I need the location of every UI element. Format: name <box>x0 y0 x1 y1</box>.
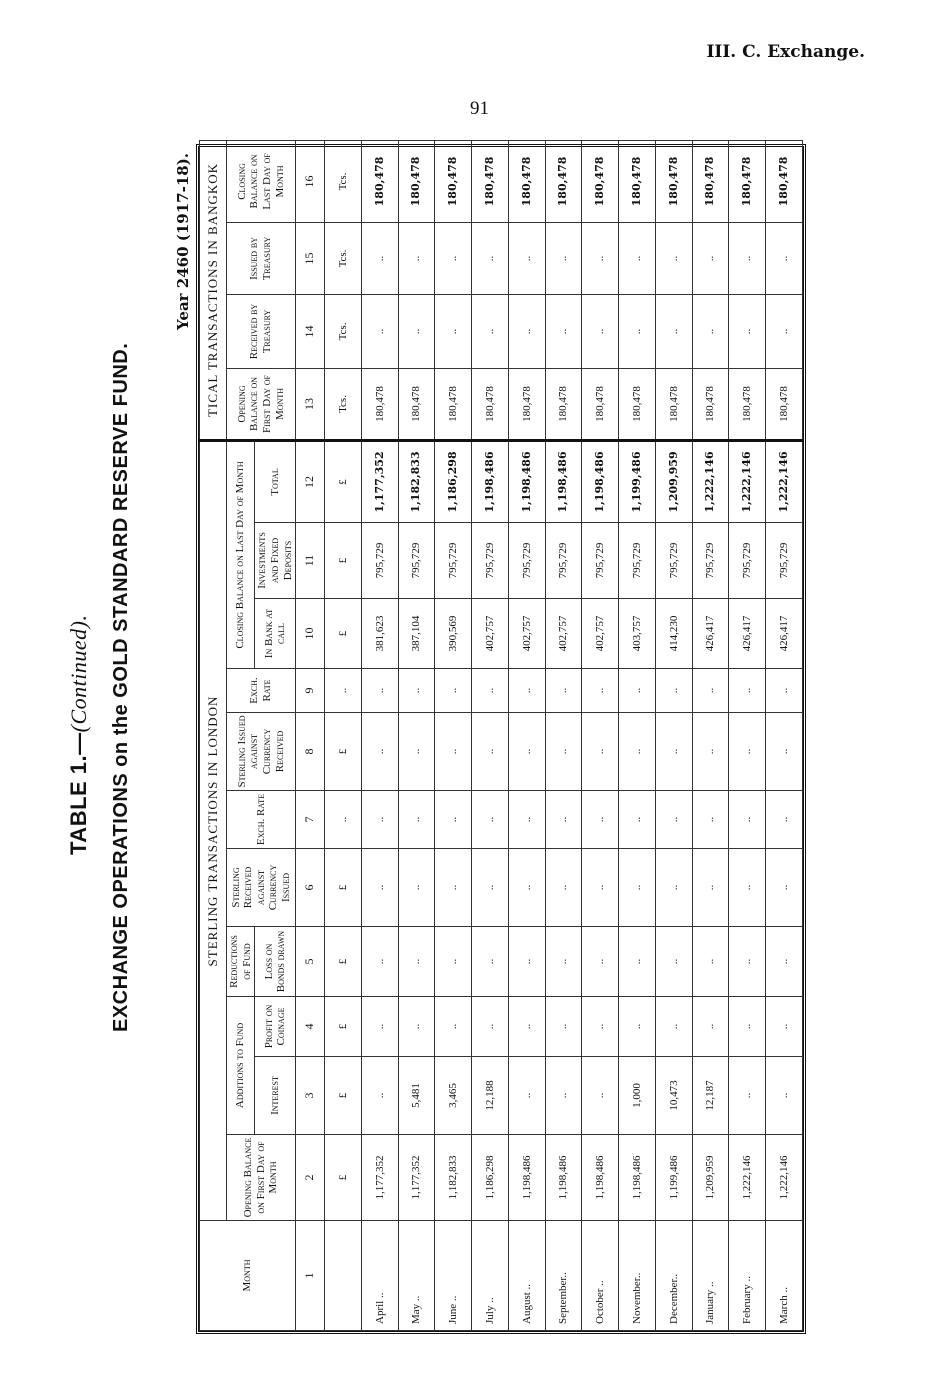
column-number: 1 <box>296 1221 325 1331</box>
header-total: Total <box>255 440 296 522</box>
header-interest: Interest <box>255 1057 296 1135</box>
table-cell: 1,199,486 <box>655 1135 692 1221</box>
table-cell: 1,209,959 <box>655 440 692 522</box>
table-cell: .. <box>435 669 472 713</box>
table-row <box>655 140 692 1330</box>
table-cell: 180,478 <box>508 140 545 222</box>
table-cell: .. <box>619 222 656 294</box>
table-cell: 180,478 <box>398 140 435 222</box>
table-cell: .. <box>729 791 766 849</box>
table-cell: .. <box>398 713 435 791</box>
table-cell: 180,478 <box>582 368 619 440</box>
column-number: 8 <box>296 713 325 791</box>
table-cell: .. <box>729 1057 766 1135</box>
table-cell: 180,478 <box>361 140 398 222</box>
table-cell: .. <box>545 669 582 713</box>
table-cell: .. <box>545 1057 582 1135</box>
table-cell: 12,187 <box>692 1057 729 1135</box>
table-cell: .. <box>472 849 509 927</box>
table-cell: .. <box>545 849 582 927</box>
table-cell: .. <box>398 222 435 294</box>
table-cell: .. <box>472 713 509 791</box>
group-tical-header: TICAL TRANSACTIONS IN BANGKOK <box>200 140 227 440</box>
table-cell: .. <box>361 791 398 849</box>
month-cell: January .. <box>692 1221 729 1331</box>
table-cell: 414,230 <box>655 599 692 669</box>
unit-cell: £ <box>325 927 362 997</box>
unit-cell: Tcs. <box>325 368 362 440</box>
year-label: Year 2460 (1917-18). <box>174 152 192 330</box>
table-cell: .. <box>692 713 729 791</box>
unit-cell: £ <box>325 440 362 522</box>
header-reductions: Reductions of Fund <box>227 927 255 997</box>
table-cell: 1,182,833 <box>435 1135 472 1221</box>
table-cell: .. <box>361 669 398 713</box>
table-row <box>766 140 803 1330</box>
table-cell: .. <box>398 791 435 849</box>
table-cell: 795,729 <box>472 523 509 599</box>
month-cell: April .. <box>361 1221 398 1331</box>
table-cell: .. <box>766 294 803 368</box>
header-issued-treasury: Issued by Treasury <box>227 222 296 294</box>
table-cell: .. <box>582 713 619 791</box>
table-cell: 795,729 <box>655 523 692 599</box>
unit-cell <box>325 1221 362 1331</box>
table-cell: 180,478 <box>619 368 656 440</box>
table-cell: 1,198,486 <box>508 1135 545 1221</box>
table-cell: .. <box>472 997 509 1057</box>
column-number: 4 <box>296 997 325 1057</box>
table-cell: 795,729 <box>582 523 619 599</box>
month-cell: November.. <box>619 1221 656 1331</box>
table-row <box>729 140 766 1330</box>
table-cell: .. <box>398 927 435 997</box>
table-cell: .. <box>435 997 472 1057</box>
unit-cell: Tcs. <box>325 140 362 222</box>
table-cell: .. <box>766 1057 803 1135</box>
table-cell: 795,729 <box>508 523 545 599</box>
table-cell: .. <box>545 294 582 368</box>
header-additions: Additions to Fund <box>227 997 255 1135</box>
table-cell: 795,729 <box>361 523 398 599</box>
unit-cell: £ <box>325 1057 362 1135</box>
table-cell: .. <box>508 1057 545 1135</box>
table-cell: .. <box>472 927 509 997</box>
table-cell: 795,729 <box>692 523 729 599</box>
table-cell: .. <box>472 294 509 368</box>
table-cell: .. <box>582 222 619 294</box>
table-cell: 180,478 <box>655 140 692 222</box>
table-cell: 180,478 <box>361 368 398 440</box>
table-cell: 180,478 <box>398 368 435 440</box>
table-cell: 795,729 <box>398 523 435 599</box>
table-title-continued: (Continued). <box>66 614 91 733</box>
table-cell: 402,757 <box>472 599 509 669</box>
table-cell: .. <box>435 791 472 849</box>
header-exch-rate-2: Exch. Rate <box>227 669 296 713</box>
table-cell: .. <box>582 791 619 849</box>
table-cell: 1,198,486 <box>545 1135 582 1221</box>
unit-cell: .. <box>325 791 362 849</box>
table-cell: 1,198,486 <box>582 440 619 522</box>
table-cell: 1,186,298 <box>435 440 472 522</box>
table-cell: 180,478 <box>619 140 656 222</box>
table-cell: .. <box>508 713 545 791</box>
table-cell: .. <box>766 849 803 927</box>
table-cell: .. <box>508 791 545 849</box>
unit-cell: £ <box>325 713 362 791</box>
unit-cell: Tcs. <box>325 222 362 294</box>
group-sterling-header: STERLING TRANSACTIONS IN LONDON <box>200 440 227 1220</box>
table-cell: .. <box>361 222 398 294</box>
table-cell: .. <box>435 849 472 927</box>
table-cell: 1,199,486 <box>619 440 656 522</box>
month-cell: July .. <box>472 1221 509 1331</box>
table-cell: 1,000 <box>619 1057 656 1135</box>
table-cell: .. <box>655 849 692 927</box>
table-cell: 3,465 <box>435 1057 472 1135</box>
table-row <box>545 140 582 1330</box>
header-in-bank: In Bank at call <box>255 599 296 669</box>
table-cell: 426,417 <box>692 599 729 669</box>
header-sterling-issued: Sterling Issued against Currency Received <box>227 713 296 791</box>
table-cell: .. <box>766 713 803 791</box>
table-cell: .. <box>729 222 766 294</box>
table-cell: 180,478 <box>655 368 692 440</box>
table-cell: .. <box>545 222 582 294</box>
table-cell: 1,177,352 <box>361 1135 398 1221</box>
table-cell: .. <box>619 294 656 368</box>
table-cell: .. <box>766 927 803 997</box>
table-cell: .. <box>398 997 435 1057</box>
table-cell: .. <box>508 997 545 1057</box>
table-cell: 1,222,146 <box>692 440 729 522</box>
table-cell: 180,478 <box>692 368 729 440</box>
month-cell: March .. <box>766 1221 803 1331</box>
month-cell: October .. <box>582 1221 619 1331</box>
table-row <box>472 140 509 1330</box>
table-cell: .. <box>361 927 398 997</box>
header-investments: Investments and Fixed Deposits <box>255 523 296 599</box>
column-number: 2 <box>296 1135 325 1221</box>
table-cell: .. <box>545 791 582 849</box>
table-cell: 403,757 <box>619 599 656 669</box>
table-cell: .. <box>582 997 619 1057</box>
table-title <box>66 615 92 855</box>
header-opening-balance: Opening Balance on First Day of Month <box>227 1135 296 1221</box>
table-cell: 180,478 <box>472 140 509 222</box>
column-number: 11 <box>296 523 325 599</box>
column-number: 15 <box>296 222 325 294</box>
table-cell: .. <box>692 927 729 997</box>
table-cell: .. <box>766 997 803 1057</box>
header-loss-bonds: Loss on Bonds drawn <box>255 927 296 997</box>
table-cell: .. <box>582 1057 619 1135</box>
table-row <box>582 140 619 1330</box>
table-cell: .. <box>361 1057 398 1135</box>
table-cell: 12,188 <box>472 1057 509 1135</box>
table-cell: .. <box>472 222 509 294</box>
table-cell: 180,478 <box>472 368 509 440</box>
table-cell: 180,478 <box>508 368 545 440</box>
table-cell: .. <box>692 294 729 368</box>
section-label: III. C. Exchange. <box>706 42 865 62</box>
table-cell: .. <box>361 713 398 791</box>
table-cell: .. <box>361 997 398 1057</box>
unit-cell: Tcs. <box>325 294 362 368</box>
table-cell: .. <box>655 669 692 713</box>
table-cell: .. <box>729 713 766 791</box>
table-cell: 426,417 <box>729 599 766 669</box>
column-number: 12 <box>296 440 325 522</box>
table-cell: .. <box>766 669 803 713</box>
table-cell: .. <box>655 997 692 1057</box>
table-cell: 180,478 <box>766 140 803 222</box>
table-cell: .. <box>619 791 656 849</box>
table-cell: .. <box>582 849 619 927</box>
column-number: 9 <box>296 669 325 713</box>
table-cell: .. <box>729 669 766 713</box>
table-cell: .. <box>692 849 729 927</box>
header-tical-opening: Opening Balance on First Day of Month <box>227 368 296 440</box>
table-cell: 1,222,146 <box>766 1135 803 1221</box>
table-cell: .. <box>729 997 766 1057</box>
table-cell: 10,473 <box>655 1057 692 1135</box>
table-cell: 1,222,146 <box>729 440 766 522</box>
column-number: 16 <box>296 140 325 222</box>
header-closing-balance: Closing Balance on Last Day of Month <box>227 440 255 668</box>
table-cell: 795,729 <box>766 523 803 599</box>
table-cell: .. <box>619 927 656 997</box>
table-cell: 795,729 <box>729 523 766 599</box>
table-cell: .. <box>435 927 472 997</box>
table-cell: 1,209,959 <box>692 1135 729 1221</box>
table-cell: .. <box>472 791 509 849</box>
table-title-main: TABLE 1.— <box>66 732 91 855</box>
table-cell: 795,729 <box>619 523 656 599</box>
table-cell: .. <box>435 294 472 368</box>
table-cell: .. <box>655 222 692 294</box>
table-cell: .. <box>655 791 692 849</box>
unit-cell: .. <box>325 669 362 713</box>
table-row <box>508 140 545 1330</box>
table-cell: 180,478 <box>729 368 766 440</box>
header-sterling-received: Sterling Received against Currency Issued <box>227 849 296 927</box>
column-number: 3 <box>296 1057 325 1135</box>
month-cell: December.. <box>655 1221 692 1331</box>
page-number: 91 <box>470 98 489 119</box>
table-cell: .. <box>655 294 692 368</box>
table-cell: .. <box>619 669 656 713</box>
table-cell: .. <box>472 669 509 713</box>
header-received-treasury: Received by Treasury <box>227 294 296 368</box>
unit-cell: £ <box>325 1135 362 1221</box>
table-cell: .. <box>508 927 545 997</box>
table-cell: .. <box>398 294 435 368</box>
column-number: 13 <box>296 368 325 440</box>
table-cell: .. <box>398 849 435 927</box>
table-cell: 180,478 <box>692 140 729 222</box>
table-cell: .. <box>545 997 582 1057</box>
table-cell: 180,478 <box>545 368 582 440</box>
table-cell: .. <box>655 713 692 791</box>
table-subtitle: EXCHANGE OPERATIONS on the GOLD STANDARD RESERVE FUND. <box>110 342 132 1032</box>
table-row <box>361 140 398 1330</box>
table-cell: 180,478 <box>766 368 803 440</box>
header-tical-closing: Closing Balance on Last Day of Month <box>227 140 296 222</box>
table-cell: 1,177,352 <box>398 1135 435 1221</box>
table-cell: .. <box>582 927 619 997</box>
table-cell: .. <box>692 791 729 849</box>
table-cell: 1,198,486 <box>472 440 509 522</box>
table-cell: .. <box>766 222 803 294</box>
table-cell: .. <box>508 294 545 368</box>
month-cell: August .. <box>508 1221 545 1331</box>
month-cell: February .. <box>729 1221 766 1331</box>
table-cell: .. <box>361 294 398 368</box>
table-cell: .. <box>692 997 729 1057</box>
table-cell: 180,478 <box>435 140 472 222</box>
table-cell: 795,729 <box>545 523 582 599</box>
table-cell: 1,177,352 <box>361 440 398 522</box>
exchange-operations-table <box>196 144 806 1334</box>
table-cell: .. <box>692 669 729 713</box>
table-cell: .. <box>729 294 766 368</box>
table-cell: .. <box>398 669 435 713</box>
table-cell: 1,222,146 <box>766 440 803 522</box>
table-cell: .. <box>508 222 545 294</box>
table-cell: .. <box>619 997 656 1057</box>
table-cell: .. <box>508 849 545 927</box>
table-cell: .. <box>729 927 766 997</box>
table-cell: 402,757 <box>545 599 582 669</box>
table-cell: .. <box>361 849 398 927</box>
month-cell: June .. <box>435 1221 472 1331</box>
table-row <box>398 140 435 1330</box>
table-cell: .. <box>508 669 545 713</box>
table-cell: 402,757 <box>582 599 619 669</box>
table-cell: .. <box>582 669 619 713</box>
column-number-row <box>296 140 325 1330</box>
unit-row <box>325 140 362 1330</box>
table-cell: 402,757 <box>508 599 545 669</box>
table-cell: 180,478 <box>545 140 582 222</box>
table-cell: .. <box>619 849 656 927</box>
unit-cell: £ <box>325 997 362 1057</box>
month-cell: May .. <box>398 1221 435 1331</box>
table-cell: 795,729 <box>435 523 472 599</box>
table-cell: 1,182,833 <box>398 440 435 522</box>
table-cell: 180,478 <box>435 368 472 440</box>
column-number: 10 <box>296 599 325 669</box>
header-profit-coinage: Profit on Coinage <box>255 997 296 1057</box>
table-cell: 5,481 <box>398 1057 435 1135</box>
table-cell: .. <box>582 294 619 368</box>
table-cell: 390,569 <box>435 599 472 669</box>
table-cell: 1,198,486 <box>582 1135 619 1221</box>
table-cell: 1,222,146 <box>729 1135 766 1221</box>
table-cell: 1,198,486 <box>508 440 545 522</box>
table-cell: .. <box>545 927 582 997</box>
table-cell: 426,417 <box>766 599 803 669</box>
table-cell: .. <box>619 713 656 791</box>
header-exch-rate-1: Exch. Rate <box>227 791 296 849</box>
table-cell: .. <box>435 713 472 791</box>
table-cell: .. <box>692 222 729 294</box>
table-cell: 1,198,486 <box>545 440 582 522</box>
table-body <box>325 140 803 1330</box>
column-number: 14 <box>296 294 325 368</box>
table-cell: 180,478 <box>582 140 619 222</box>
table-cell: 1,186,298 <box>472 1135 509 1221</box>
table-cell: .. <box>545 713 582 791</box>
month-cell: September.. <box>545 1221 582 1331</box>
column-number: 7 <box>296 791 325 849</box>
table-cell: 387,104 <box>398 599 435 669</box>
table-row <box>435 140 472 1330</box>
table-cell: .. <box>655 927 692 997</box>
unit-cell: £ <box>325 599 362 669</box>
table-cell: .. <box>729 849 766 927</box>
unit-cell: £ <box>325 849 362 927</box>
table-row <box>619 140 656 1330</box>
table-cell: 180,478 <box>729 140 766 222</box>
table-cell: 381,623 <box>361 599 398 669</box>
unit-cell: £ <box>325 523 362 599</box>
column-number: 6 <box>296 849 325 927</box>
table-cell: 1,198,486 <box>619 1135 656 1221</box>
table-row <box>692 140 729 1330</box>
table-cell: .. <box>766 791 803 849</box>
table-cell: .. <box>435 222 472 294</box>
column-number: 5 <box>296 927 325 997</box>
header-month: Month <box>200 1221 296 1331</box>
